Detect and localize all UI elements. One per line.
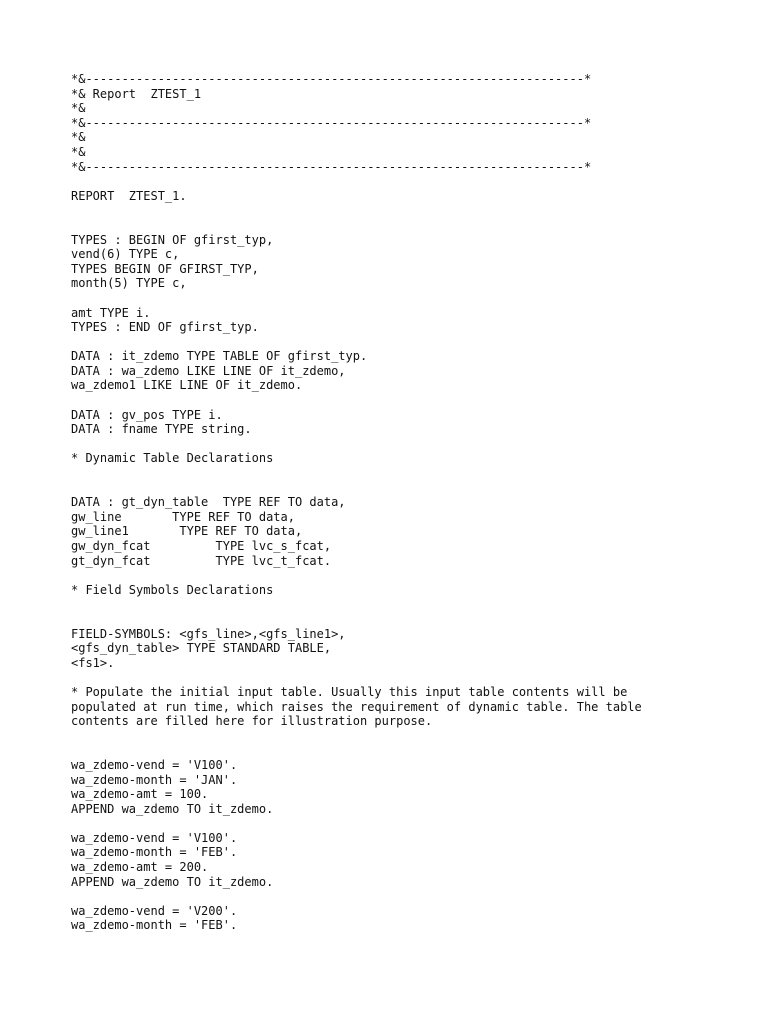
code-line: wa_zdemo-vend = 'V200'. (71, 903, 238, 918)
code-line: gw_line TYPE REF TO data, (71, 509, 295, 524)
code-line: REPORT ZTEST_1. (71, 188, 187, 203)
blank-line (71, 729, 751, 744)
code-line: gw_line1 TYPE REF TO data, (71, 524, 303, 539)
code-line: wa_zdemo-month = 'JAN'. (71, 772, 238, 787)
code-line: *&---------------------------------------------------------------------* (71, 115, 592, 130)
blank-line (71, 218, 751, 233)
code-line: DATA : gt_dyn_table TYPE REF TO data, (71, 495, 346, 510)
code-line: *&---------------------------------------------------------------------* (71, 159, 592, 174)
code-line: TYPES : END OF gfirst_typ. (71, 320, 259, 335)
blank-line (71, 335, 751, 350)
code-line: vend(6) TYPE c, (71, 247, 180, 262)
code-line: * Populate the initial input table. Usually this input table contents will be (71, 684, 628, 699)
code-line: *& (71, 130, 86, 145)
blank-line (71, 203, 751, 218)
blank-line (71, 174, 751, 189)
blank-line (71, 612, 751, 627)
code-line: wa_zdemo-vend = 'V100'. (71, 830, 238, 845)
blank-line (71, 670, 751, 685)
code-line: amt TYPE i. (71, 305, 151, 320)
code-line: <gfs_dyn_table> TYPE STANDARD TABLE, (71, 641, 332, 656)
code-line: DATA : it_zdemo TYPE TABLE OF gfirst_typ. (71, 349, 368, 364)
blank-line (71, 481, 751, 496)
code-line: wa_zdemo-vend = 'V100'. (71, 757, 238, 772)
code-line: DATA : wa_zdemo LIKE LINE OF it_zdemo, (71, 363, 346, 378)
code-line: *& Report ZTEST_1 (71, 86, 202, 101)
code-line: TYPES BEGIN OF GFIRST_TYP, (71, 261, 259, 276)
code-line: month(5) TYPE c, (71, 276, 187, 291)
code-line: FIELD-SYMBOLS: <gfs_line>,<gfs_line1>, (71, 626, 346, 641)
code-line: gw_dyn_fcat TYPE lvc_s_fcat, (71, 539, 332, 553)
code-line: <fs1>. (71, 655, 115, 670)
code-line: *&---------------------------------------------------------------------* (71, 72, 592, 86)
code-line: APPEND wa_zdemo TO it_zdemo. (71, 801, 274, 816)
code-line: wa_zdemo-month = 'FEB'. (71, 918, 238, 933)
code-line: contents are filled here for illustration purpose. (71, 714, 433, 729)
code-line: *& (71, 144, 86, 159)
code-line: wa_zdemo-amt = 100. (71, 787, 209, 802)
code-line: *& (71, 101, 86, 116)
code-line: DATA : gv_pos TYPE i. (71, 407, 223, 422)
code-line: DATA : fname TYPE string. (71, 422, 252, 437)
blank-line (71, 568, 751, 583)
code-document (71, 72, 751, 933)
blank-line (71, 437, 751, 452)
code-line: populated at run time, which raises the requirement of dynamic table. The table (71, 699, 642, 714)
code-line: gt_dyn_fcat TYPE lvc_t_fcat. (71, 553, 332, 568)
blank-line (71, 816, 751, 831)
blank-line (71, 743, 751, 758)
blank-line (71, 889, 751, 904)
code-line: TYPES : BEGIN OF gfirst_typ, (71, 232, 274, 247)
code-line: * Field Symbols Declarations (71, 582, 274, 597)
code-line: wa_zdemo1 LIKE LINE OF it_zdemo. (71, 378, 303, 393)
blank-line (71, 597, 751, 612)
code-line: * Dynamic Table Declarations (71, 451, 274, 466)
code-line: wa_zdemo-amt = 200. (71, 860, 209, 875)
code-line: wa_zdemo-month = 'FEB'. (71, 845, 238, 860)
blank-line (71, 393, 751, 408)
code-line: APPEND wa_zdemo TO it_zdemo. (71, 874, 274, 889)
blank-line (71, 291, 751, 306)
blank-line (71, 466, 751, 481)
